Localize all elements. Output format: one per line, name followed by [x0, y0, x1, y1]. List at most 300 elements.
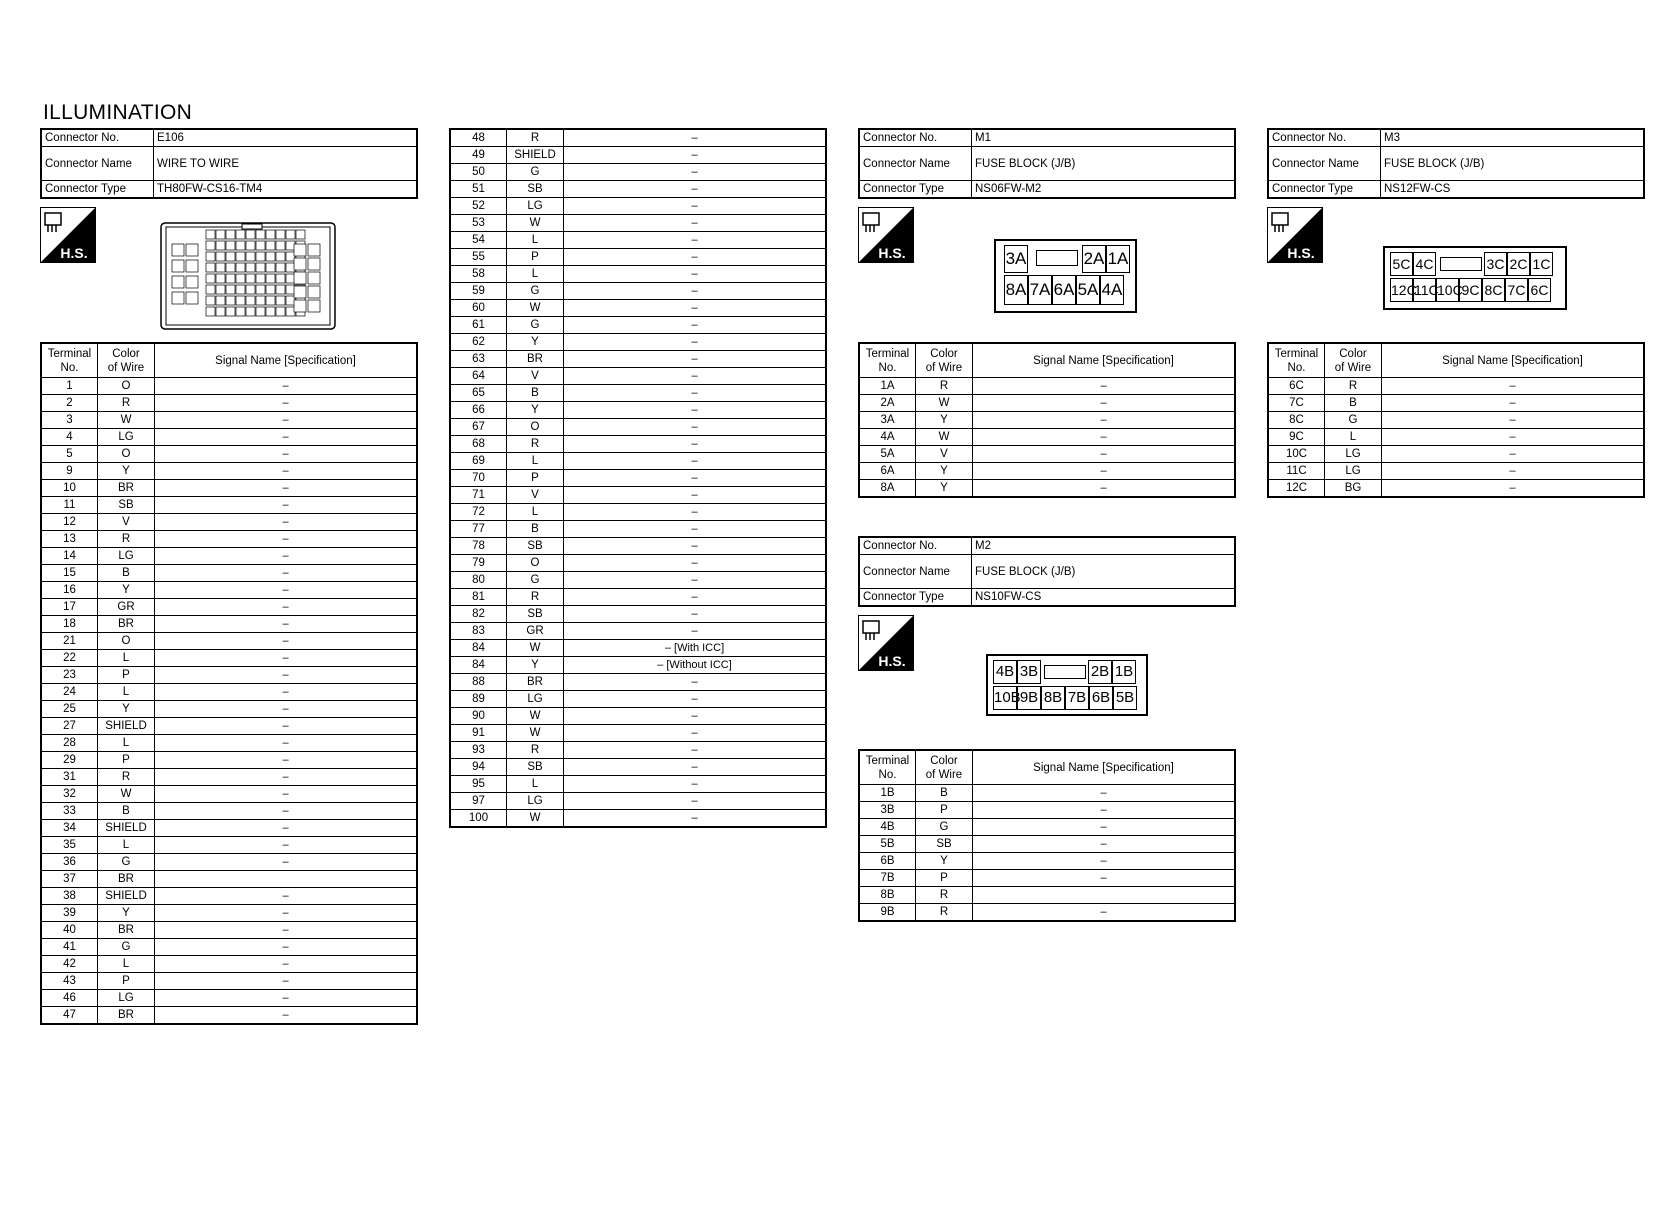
color-cell: R	[916, 378, 973, 395]
pin-row	[450, 793, 826, 810]
cavity-label: 2A	[1082, 245, 1106, 273]
terminal-cell: 12	[41, 514, 98, 531]
color-cell: R	[507, 436, 564, 453]
connector-type-value: TH80FW-CS16-TM4	[154, 181, 418, 199]
color-cell: P	[98, 752, 155, 769]
cavity-label: 10C	[1436, 278, 1459, 302]
color-cell: Y	[98, 463, 155, 480]
signal-cell: –	[155, 446, 418, 463]
cavity-label: 7B	[1065, 686, 1089, 710]
pin-row	[450, 708, 826, 725]
color-header: Color of Wire	[916, 343, 973, 378]
pin-row	[41, 446, 417, 463]
e106-cavity	[206, 230, 215, 239]
signal-cell: –	[564, 385, 827, 402]
pin-row	[450, 215, 826, 232]
signal-cell: –	[564, 453, 827, 470]
color-cell: L	[98, 684, 155, 701]
terminal-cell: 54	[450, 232, 507, 249]
signal-cell: –	[564, 691, 827, 708]
cavity-label: 9C	[1459, 278, 1482, 302]
color-cell: B	[507, 385, 564, 402]
e106-cavity	[308, 258, 320, 270]
terminal-cell: 22	[41, 650, 98, 667]
pin-row	[41, 871, 417, 888]
terminal-cell: 43	[41, 973, 98, 990]
terminal-cell: 12C	[1268, 480, 1325, 498]
pin-row	[1268, 395, 1644, 412]
terminal-cell: 8A	[859, 480, 916, 498]
pin-row	[450, 300, 826, 317]
pin-row	[859, 412, 1235, 429]
color-cell: P	[916, 870, 973, 887]
e106-cavity	[246, 307, 255, 316]
terminal-cell: 11C	[1268, 463, 1325, 480]
terminal-cell: 10C	[1268, 446, 1325, 463]
signal-cell: –	[564, 215, 827, 232]
e106-cavity	[236, 252, 245, 261]
pin-row	[41, 395, 417, 412]
terminal-cell: 61	[450, 317, 507, 334]
pin-row	[450, 147, 826, 164]
connector-name-value: WIRE TO WIRE	[154, 147, 418, 181]
pin-row	[450, 657, 826, 674]
connector-no-label: Connector No.	[859, 537, 972, 555]
color-cell: L	[98, 735, 155, 752]
e106-cavity	[216, 263, 225, 272]
signal-cell: –	[564, 266, 827, 283]
connector-type-value: NS10FW-CS	[972, 589, 1236, 607]
pin-row	[450, 402, 826, 419]
signal-cell: –	[155, 888, 418, 905]
signal-cell: –	[564, 521, 827, 538]
connector-header-m1	[858, 128, 1236, 199]
e106-cavity	[276, 307, 285, 316]
pin-row	[41, 599, 417, 616]
signal-cell: –	[155, 429, 418, 446]
terminal-cell: 8C	[1268, 412, 1325, 429]
terminal-cell: 2	[41, 395, 98, 412]
color-cell: W	[507, 215, 564, 232]
e106-cavity	[308, 272, 320, 284]
color-cell: L	[507, 776, 564, 793]
page-title: ILLUMINATION	[43, 101, 193, 124]
color-cell: W	[916, 395, 973, 412]
terminal-cell: 2A	[859, 395, 916, 412]
signal-cell: –	[564, 776, 827, 793]
e106-cavity	[246, 285, 255, 294]
signal-cell: –	[564, 623, 827, 640]
signal-cell: –	[155, 463, 418, 480]
hs-label: H.S.	[60, 245, 88, 261]
pin-row	[1268, 463, 1644, 480]
signal-header: Signal Name [Specification]	[155, 343, 418, 378]
connector-face-e106	[160, 222, 336, 332]
e106-cavity	[236, 241, 245, 250]
terminal-cell: 1A	[859, 378, 916, 395]
signal-cell: –	[564, 198, 827, 215]
e106-cavity	[266, 230, 275, 239]
cavity-label: 11C	[1413, 278, 1436, 302]
cavity-label: 6C	[1528, 278, 1551, 302]
terminal-cell: 84	[450, 640, 507, 657]
color-cell: R	[1325, 378, 1382, 395]
e106-cavity	[236, 296, 245, 305]
signal-cell: –	[564, 334, 827, 351]
color-cell: R	[507, 589, 564, 606]
signal-cell: –	[973, 412, 1236, 429]
pin-row	[450, 249, 826, 266]
terminal-cell: 47	[41, 1007, 98, 1025]
pin-row	[1268, 412, 1644, 429]
pin-row	[41, 497, 417, 514]
e106-cavity	[286, 263, 295, 272]
signal-cell: –	[564, 351, 827, 368]
e106-cavity	[308, 244, 320, 256]
e106-cavity	[206, 285, 215, 294]
lock-slot	[1440, 257, 1482, 271]
color-cell: LG	[98, 429, 155, 446]
cavity-label: 4A	[1100, 275, 1124, 305]
terminal-cell: 6B	[859, 853, 916, 870]
color-cell: L	[98, 650, 155, 667]
e106-cavity	[294, 258, 306, 270]
signal-cell: –	[155, 684, 418, 701]
pin-row	[41, 514, 417, 531]
e106-cavity	[216, 307, 225, 316]
pin-row	[859, 480, 1235, 498]
hs-icon-e106	[40, 207, 96, 263]
signal-cell: –	[155, 956, 418, 973]
terminal-cell: 94	[450, 759, 507, 776]
terminal-cell: 40	[41, 922, 98, 939]
terminal-cell: 95	[450, 776, 507, 793]
pin-row	[450, 198, 826, 215]
signal-cell: –	[564, 674, 827, 691]
color-cell: G	[98, 939, 155, 956]
color-cell: O	[507, 555, 564, 572]
signal-cell: –	[1382, 446, 1645, 463]
signal-cell: –	[564, 164, 827, 181]
pin-row	[41, 429, 417, 446]
signal-cell: –	[155, 480, 418, 497]
connector-type-label: Connector Type	[41, 181, 154, 199]
color-cell: P	[98, 667, 155, 684]
terminal-cell: 18	[41, 616, 98, 633]
signal-cell: –	[973, 904, 1236, 922]
pin-row	[859, 378, 1235, 395]
pin-row	[41, 854, 417, 871]
color-cell: P	[916, 802, 973, 819]
color-cell: L	[98, 956, 155, 973]
signal-cell: –	[564, 283, 827, 300]
terminal-cell: 78	[450, 538, 507, 555]
e106-lock	[242, 224, 262, 229]
e106-cavity	[186, 244, 198, 256]
color-cell: O	[98, 378, 155, 395]
color-header: Color of Wire	[1325, 343, 1382, 378]
cavity-label: 8A	[1004, 275, 1028, 305]
cavity-label: 2B	[1088, 660, 1112, 684]
e106-cavity	[266, 274, 275, 283]
pin-table-e106-a	[40, 342, 418, 1025]
terminal-cell: 28	[41, 735, 98, 752]
color-cell: V	[507, 368, 564, 385]
signal-cell: –	[564, 759, 827, 776]
e106-cavity	[246, 296, 255, 305]
signal-cell	[155, 871, 418, 888]
e106-cavity	[216, 241, 225, 250]
cavity-label: 4C	[1413, 252, 1436, 276]
e106-cavity	[206, 274, 215, 283]
cavity-label: 7C	[1505, 278, 1528, 302]
cavity-label: 1A	[1106, 245, 1130, 273]
pin-row	[450, 725, 826, 742]
e106-cavity	[256, 285, 265, 294]
connector-name-value: FUSE BLOCK (J/B)	[972, 147, 1236, 181]
terminal-cell: 59	[450, 283, 507, 300]
color-cell: Y	[98, 701, 155, 718]
terminal-cell: 82	[450, 606, 507, 623]
pin-row	[41, 990, 417, 1007]
pin-row	[41, 650, 417, 667]
terminal-cell: 1	[41, 378, 98, 395]
terminal-cell: 41	[41, 939, 98, 956]
color-cell: W	[507, 300, 564, 317]
pin-row	[450, 521, 826, 538]
color-cell: Y	[507, 334, 564, 351]
color-cell: O	[98, 446, 155, 463]
terminal-cell: 9	[41, 463, 98, 480]
color-cell: P	[507, 470, 564, 487]
color-cell: SHIELD	[98, 718, 155, 735]
color-cell: SB	[98, 497, 155, 514]
pin-row	[41, 905, 417, 922]
color-cell: V	[98, 514, 155, 531]
e106-cavity	[308, 300, 320, 312]
terminal-cell: 11	[41, 497, 98, 514]
e106-cavity	[286, 296, 295, 305]
pin-row	[450, 453, 826, 470]
e106-cavity	[276, 285, 285, 294]
color-cell: P	[507, 249, 564, 266]
pin-row	[450, 470, 826, 487]
terminal-cell: 49	[450, 147, 507, 164]
pin-row	[1268, 429, 1644, 446]
terminal-cell: 4B	[859, 819, 916, 836]
pin-row	[41, 735, 417, 752]
terminal-cell: 71	[450, 487, 507, 504]
pin-row	[450, 589, 826, 606]
signal-cell: –	[155, 412, 418, 429]
color-cell: BR	[98, 480, 155, 497]
connector-no-label: Connector No.	[1268, 129, 1381, 147]
pin-row	[450, 606, 826, 623]
e106-cavity	[226, 296, 235, 305]
pin-row	[1268, 378, 1644, 395]
cavity-label: 6B	[1089, 686, 1113, 710]
e106-cavity	[216, 285, 225, 294]
terminal-cell: 70	[450, 470, 507, 487]
color-cell: V	[507, 487, 564, 504]
signal-cell: –	[155, 905, 418, 922]
pin-table-e106-b	[449, 128, 827, 828]
connector-name-value: FUSE BLOCK (J/B)	[1381, 147, 1645, 181]
terminal-cell: 13	[41, 531, 98, 548]
signal-cell: –	[155, 531, 418, 548]
terminal-cell: 100	[450, 810, 507, 828]
e106-cavity	[206, 241, 215, 250]
terminal-cell: 69	[450, 453, 507, 470]
terminal-cell: 9C	[1268, 429, 1325, 446]
terminal-cell: 23	[41, 667, 98, 684]
signal-cell: –	[564, 470, 827, 487]
pin-row	[859, 870, 1235, 887]
terminal-cell: 8B	[859, 887, 916, 904]
connector-type-label: Connector Type	[859, 589, 972, 607]
signal-cell: –	[155, 667, 418, 684]
connector-no-value: M1	[972, 129, 1236, 147]
terminal-cell: 9B	[859, 904, 916, 922]
e106-cavity	[276, 274, 285, 283]
signal-cell: –	[564, 793, 827, 810]
connector-type-label: Connector Type	[859, 181, 972, 199]
color-cell: W	[98, 786, 155, 803]
hs-icon-m3	[1267, 207, 1323, 263]
connector-type-label: Connector Type	[1268, 181, 1381, 199]
signal-cell: –	[155, 548, 418, 565]
e106-cavity	[206, 263, 215, 272]
color-cell: W	[916, 429, 973, 446]
cavity-label: 12C	[1390, 278, 1413, 302]
pin-row	[450, 555, 826, 572]
color-cell: LG	[507, 691, 564, 708]
pin-row	[859, 395, 1235, 412]
terminal-cell: 72	[450, 504, 507, 521]
signal-cell: –	[155, 497, 418, 514]
terminal-cell: 4A	[859, 429, 916, 446]
e106-cavity	[256, 296, 265, 305]
pin-row	[41, 888, 417, 905]
color-cell: B	[916, 785, 973, 802]
signal-cell: –	[564, 181, 827, 198]
e106-cavity	[294, 244, 306, 256]
color-cell: R	[507, 742, 564, 759]
color-cell: W	[507, 640, 564, 657]
e106-cavity	[172, 276, 184, 288]
color-cell: R	[98, 769, 155, 786]
terminal-cell: 32	[41, 786, 98, 803]
signal-cell	[973, 887, 1236, 904]
terminal-cell: 97	[450, 793, 507, 810]
e106-cavity	[186, 292, 198, 304]
pin-row	[41, 531, 417, 548]
color-cell: BR	[98, 616, 155, 633]
pin-row	[450, 623, 826, 640]
pin-row	[859, 429, 1235, 446]
pin-row	[41, 548, 417, 565]
e106-cavity	[216, 296, 225, 305]
e106-cavity	[266, 307, 275, 316]
terminal-cell: 27	[41, 718, 98, 735]
e106-cavity	[294, 272, 306, 284]
color-cell: GR	[507, 623, 564, 640]
signal-cell: –	[564, 504, 827, 521]
color-cell: Y	[507, 402, 564, 419]
signal-cell: –	[155, 735, 418, 752]
e106-cavity	[276, 296, 285, 305]
terminal-cell: 93	[450, 742, 507, 759]
signal-cell: –	[155, 599, 418, 616]
signal-cell: –	[564, 606, 827, 623]
cavity-label: 10B	[993, 686, 1017, 710]
pin-row	[41, 820, 417, 837]
terminal-cell: 10	[41, 480, 98, 497]
signal-cell: –	[155, 820, 418, 837]
connector-type-value: NS06FW-M2	[972, 181, 1236, 199]
e106-cavity	[226, 230, 235, 239]
pin-row	[450, 164, 826, 181]
lock-slot	[1036, 250, 1078, 266]
terminal-cell: 3B	[859, 802, 916, 819]
pin-table-m3	[1267, 342, 1645, 498]
signal-cell: –	[564, 402, 827, 419]
pin-row	[450, 487, 826, 504]
connector-header-e106	[40, 128, 418, 199]
signal-cell: –	[564, 487, 827, 504]
signal-cell: –	[973, 480, 1236, 498]
pin-row	[450, 691, 826, 708]
terminal-cell: 29	[41, 752, 98, 769]
pin-row	[450, 742, 826, 759]
lock-slot	[1044, 665, 1086, 679]
pin-row	[450, 538, 826, 555]
terminal-cell: 63	[450, 351, 507, 368]
pin-row	[450, 232, 826, 249]
color-cell: Y	[916, 480, 973, 498]
terminal-cell: 5B	[859, 836, 916, 853]
signal-cell: –	[155, 769, 418, 786]
e106-cavity	[226, 252, 235, 261]
e106-cavity	[256, 274, 265, 283]
color-cell: G	[98, 854, 155, 871]
color-cell: SB	[507, 606, 564, 623]
e106-cavity	[266, 285, 275, 294]
signal-cell: –	[973, 802, 1236, 819]
color-cell: LG	[507, 198, 564, 215]
pin-row	[450, 759, 826, 776]
signal-cell: –	[564, 419, 827, 436]
e106-cavity	[286, 307, 295, 316]
hs-icon-m1	[858, 207, 914, 263]
color-cell: B	[98, 803, 155, 820]
color-cell: Y	[916, 463, 973, 480]
color-cell: W	[507, 725, 564, 742]
signal-cell: –	[155, 990, 418, 1007]
signal-cell: –	[564, 708, 827, 725]
connector-name-label: Connector Name	[41, 147, 154, 181]
e106-cavity	[266, 263, 275, 272]
hs-label: H.S.	[878, 653, 906, 669]
pin-row	[41, 939, 417, 956]
color-cell: SHIELD	[98, 820, 155, 837]
color-cell: LG	[1325, 446, 1382, 463]
e106-cavity	[246, 274, 255, 283]
terminal-cell: 83	[450, 623, 507, 640]
color-cell: G	[507, 283, 564, 300]
signal-cell: –	[155, 565, 418, 582]
terminal-cell: 50	[450, 164, 507, 181]
